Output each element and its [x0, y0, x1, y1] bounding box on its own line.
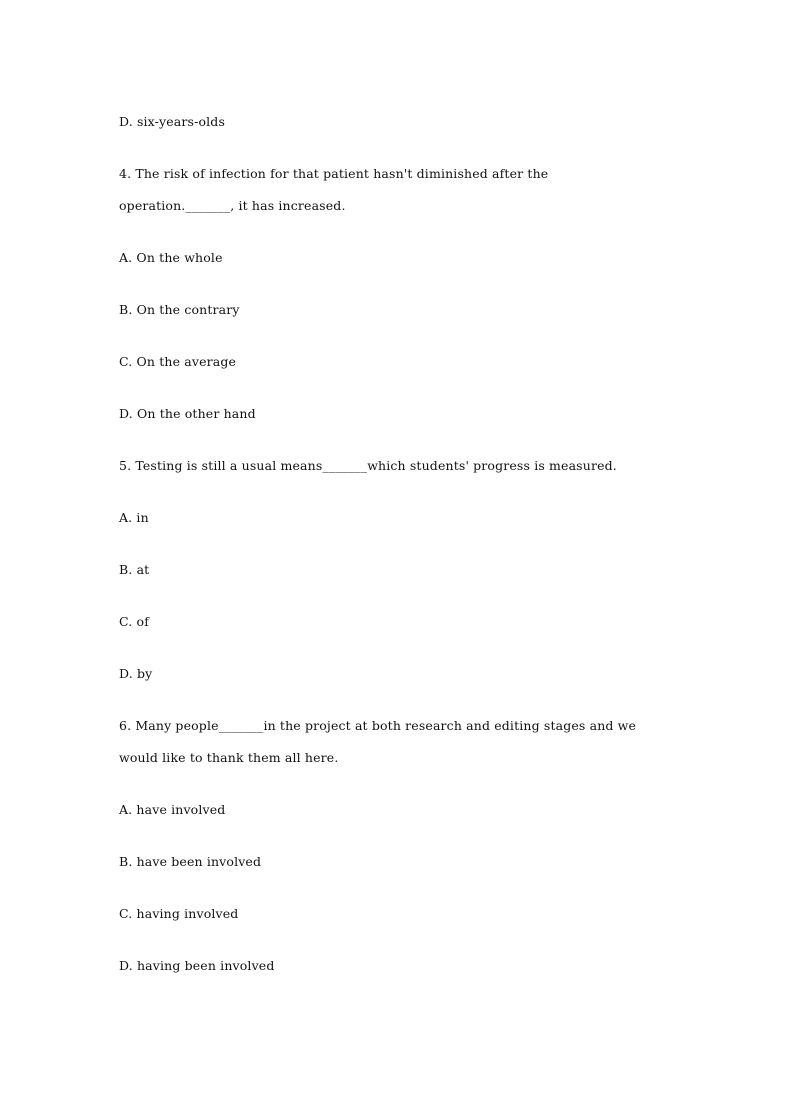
q6-option-b: B. have been involved: [119, 854, 262, 869]
q6-option-d: D. having been involved: [119, 958, 275, 973]
q6-stem-line1: 6. Many people_______in the project at both research and editing stages and we: [119, 718, 637, 733]
q4-option-c: C. On the average: [119, 354, 237, 369]
q4-option-d: D. On the other hand: [119, 406, 256, 421]
q3-option-d: D. six-years-olds: [119, 114, 226, 129]
q5-option-b: B. at: [119, 562, 150, 577]
q4-stem-line1: 4. The risk of infection for that patient hasn't diminished after the: [119, 166, 549, 181]
q4-stem-line2: operation._______, it has increased.: [119, 198, 346, 213]
q4-option-b: B. On the contrary: [119, 302, 240, 317]
q4-option-a: A. On the whole: [119, 250, 223, 265]
q6-stem-line2: would like to thank them all here.: [119, 750, 339, 765]
q5-option-d: D. by: [119, 666, 153, 681]
q6-option-c: C. having involved: [119, 906, 239, 921]
q5-stem: 5. Testing is still a usual means_______which students' progress is measured.: [119, 458, 617, 473]
q5-option-a: A. in: [119, 510, 149, 525]
q5-option-c: C. of: [119, 614, 149, 629]
q6-option-a: A. have involved: [119, 802, 226, 817]
